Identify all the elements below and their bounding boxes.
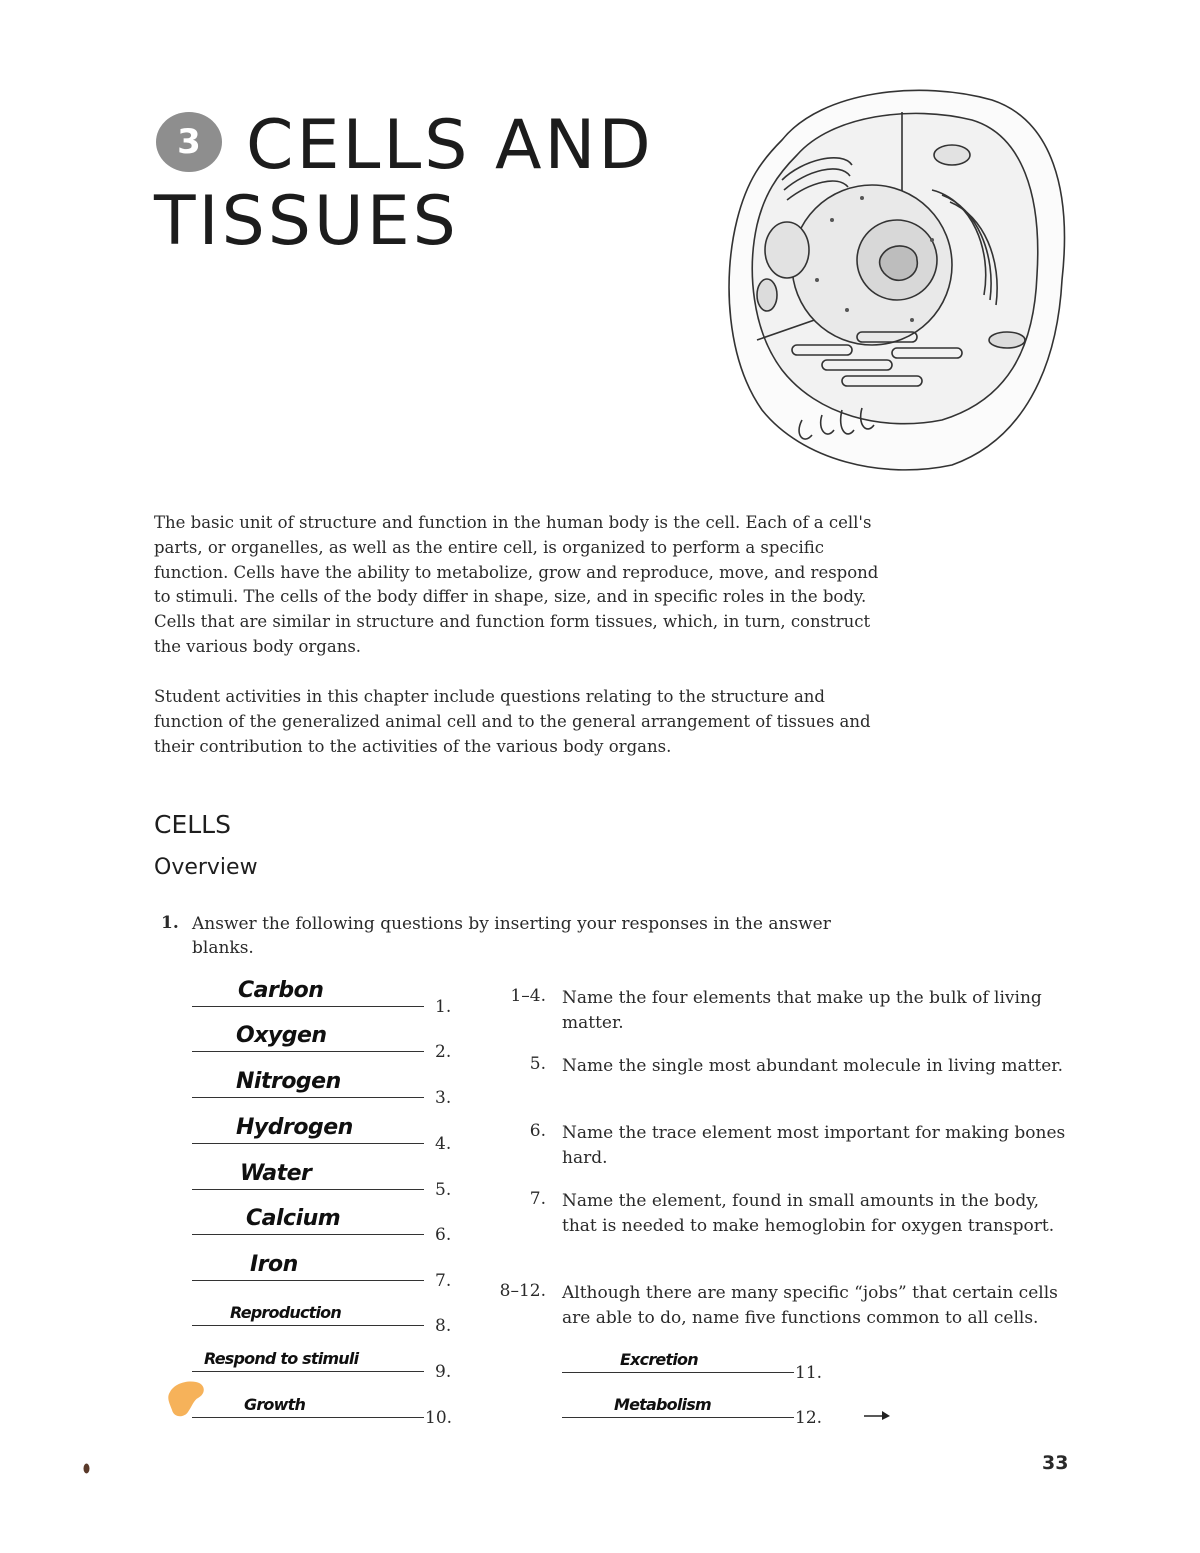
- answer-number: 7.: [435, 1271, 452, 1291]
- chapter-title-line1: CELLS AND: [246, 106, 654, 185]
- answer-line: [192, 1417, 424, 1418]
- answer-number: 3.: [435, 1088, 452, 1108]
- handwritten-answer: Excretion: [620, 1350, 698, 1369]
- answer-blank[interactable]: [192, 1241, 462, 1291]
- answer-number: 12.: [795, 1408, 823, 1428]
- answer-blank[interactable]: [192, 1286, 462, 1336]
- answer-number: 5.: [435, 1180, 452, 1200]
- answer-number: 1.: [435, 997, 452, 1017]
- handwritten-answer: Reproduction: [230, 1303, 341, 1322]
- prompt-text: Name the four elements that make up the bulk of living matter.: [562, 988, 1042, 1033]
- handwritten-answer: Nitrogen: [236, 1069, 341, 1094]
- handwritten-answer: Carbon: [238, 978, 324, 1003]
- ink-spot: [83, 1463, 90, 1474]
- answer-number: 9.: [435, 1362, 452, 1382]
- answer-blank[interactable]: [192, 1195, 462, 1245]
- page-number: 33: [1042, 1452, 1069, 1474]
- answer-number: 6.: [435, 1225, 452, 1245]
- handwritten-answer: Water: [240, 1161, 312, 1186]
- answer-number: 2.: [435, 1042, 452, 1062]
- section-subheading: Overview: [154, 855, 258, 880]
- handwritten-answer: Respond to stimuli: [204, 1349, 359, 1368]
- prompt-number: 7.: [529, 1189, 546, 1209]
- handwritten-answer: Calcium: [246, 1206, 341, 1231]
- prompt-text: Name the single most abundant molecule in living matter.: [562, 1056, 1063, 1076]
- intro-paragraph: The basic unit of structure and function in the human body is the cell. Each of a cell's parts, or organelles, as well as the entire cell, is organized to perform a specific function. Cells have the ability to metabolize, grow and reproduce, move, and respond to stimuli. The cells of the body differ in shape, size, and in specific roles in the body. Cells that are similar in structure and function form tissues, which, in turn, construct the various body organs.: [154, 513, 879, 656]
- answer-line: [562, 1372, 794, 1373]
- animal-cell-illustration: [722, 80, 1074, 475]
- section-heading: CELLS: [154, 810, 231, 839]
- answer-line: [192, 1325, 424, 1326]
- prompt-number: 6.: [529, 1121, 546, 1141]
- chapter-title-line2: TISSUES: [154, 182, 459, 261]
- question-number: 1.: [161, 913, 179, 933]
- answer-line: [562, 1417, 794, 1418]
- answer-number: 10.: [425, 1408, 453, 1428]
- answer-blank[interactable]: [562, 1333, 832, 1383]
- answer-line: [192, 1051, 424, 1052]
- answer-blank[interactable]: [192, 1378, 462, 1428]
- handwritten-answer: Oxygen: [236, 1023, 327, 1048]
- handwritten-answer: Hydrogen: [236, 1115, 353, 1140]
- answer-blank[interactable]: [192, 1150, 462, 1200]
- question-instructions: Answer the following questions by inserting your responses in the answer blanks.: [192, 914, 831, 958]
- answer-line: [192, 1143, 424, 1144]
- prompt-number: 8–12.: [499, 1281, 546, 1301]
- answer-number: 4.: [435, 1134, 452, 1154]
- answer-line: [192, 1006, 424, 1007]
- prompt-number: 5.: [529, 1054, 546, 1074]
- answer-number: 8.: [435, 1316, 452, 1336]
- answer-number: 11.: [795, 1363, 823, 1383]
- answer-blank[interactable]: [192, 1058, 462, 1108]
- answer-line: [192, 1371, 424, 1372]
- arrow-right-icon: [862, 1408, 892, 1422]
- answer-line: [192, 1189, 424, 1190]
- handwritten-answer: Metabolism: [614, 1395, 711, 1414]
- prompt-text: Name the trace element most important for making bones hard.: [562, 1123, 1066, 1168]
- intro-paragraph: Student activities in this chapter include questions relating to the structure and function of the generalized animal cell and to the general arrangement of tissues and their contribution to the activities of the various body organs.: [154, 687, 871, 756]
- answer-blank[interactable]: [192, 967, 462, 1017]
- handwritten-answer: Iron: [250, 1252, 298, 1277]
- chapter-title: [154, 108, 674, 260]
- answer-blank[interactable]: [192, 1332, 462, 1382]
- answer-blank[interactable]: [192, 1104, 462, 1154]
- answer-blank[interactable]: [192, 1012, 462, 1062]
- answer-line: [192, 1280, 424, 1281]
- handwritten-answer: Growth: [244, 1395, 306, 1414]
- prompt-text: Name the element, found in small amounts in the body, that is needed to make hemoglobin for oxygen transport.: [562, 1191, 1055, 1236]
- prompt-text: Although there are many specific “jobs” that certain cells are able to do, name five functions common to all cells.: [562, 1283, 1058, 1328]
- answer-line: [192, 1097, 424, 1098]
- answer-line: [192, 1234, 424, 1235]
- chapter-number: 3: [177, 122, 201, 162]
- prompt-number: 1–4.: [510, 986, 546, 1006]
- answer-blank[interactable]: [562, 1378, 832, 1428]
